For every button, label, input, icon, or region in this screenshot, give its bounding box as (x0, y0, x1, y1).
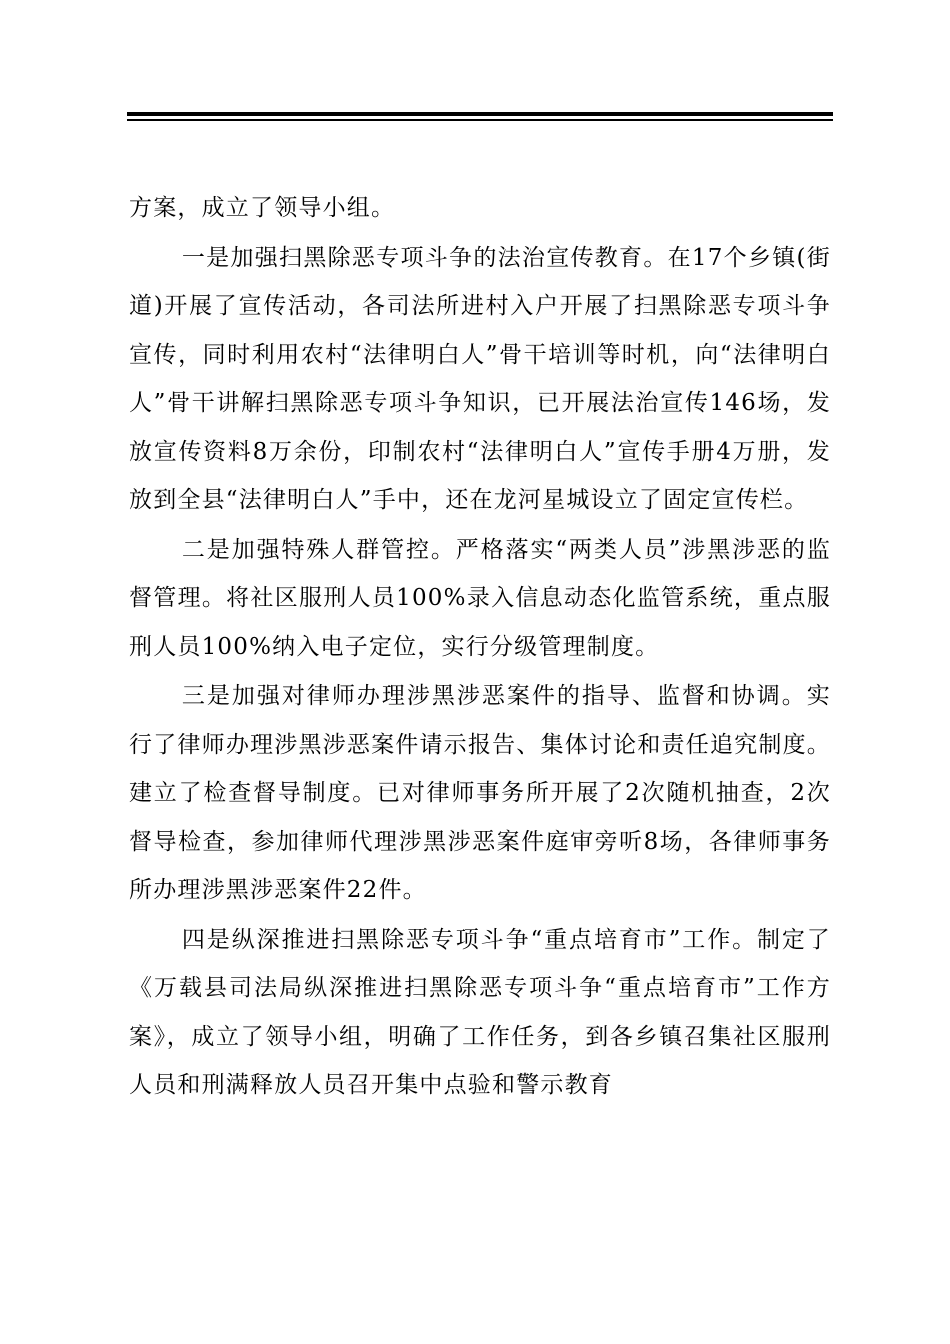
paragraph-continuation: 方案，成立了领导小组。 (129, 195, 396, 221)
paragraph-key-city: 四是纵深推进扫黑除恶专项斗争“重点培育市”工作。制定了《万载县司法局纵深推进扫黑除恶专项斗争“重点培育市”工作方案》，成立了领导小组，明确了工作任务，到各乡镇召集社区服刑人员和刑满释放人员召开集中点验和警示教育 (129, 926, 831, 1098)
paragraph-lawyer-guidance: 三是加强对律师办理涉黑涉恶案件的指导、监督和协调。实行了律师办理涉黑涉恶案件请示报告、集体讨论和责任追究制度。建立了检查督导制度。已对律师事务所开展了2次随机抽查，2次督导检查，参加律师代理涉黑涉恶案件庭审旁听8场，各律师事务所办理涉黑涉恶案件22件。 (129, 683, 831, 903)
header-rule-thin (127, 119, 833, 121)
paragraph-legal-publicity: 一是加强扫黑除恶专项斗争的法治宣传教育。在17个乡镇(街道)开展了宣传活动，各司法所进村入户开展了扫黑除恶专项斗争宣传，同时利用农村“法律明白人”骨干培训等时机，向“法律明白人”骨干讲解扫黑除恶专项斗争知识，已开展法治宣传146场，发放宣传资料8万余份，印制农村“法律明白人”宣传手册4万册，发放到全县“法律明白人”手中，还在龙河星城设立了固定宣传栏。 (129, 244, 831, 513)
document-body (129, 184, 831, 1110)
header-rule-thick (127, 112, 833, 116)
paragraph-special-groups: 二是加强特殊人群管控。严格落实“两类人员”涉黑涉恶的监督管理。将社区服刑人员100%录入信息动态化监管系统，重点服刑人员100%纳入电子定位，实行分级管理制度。 (129, 536, 831, 660)
